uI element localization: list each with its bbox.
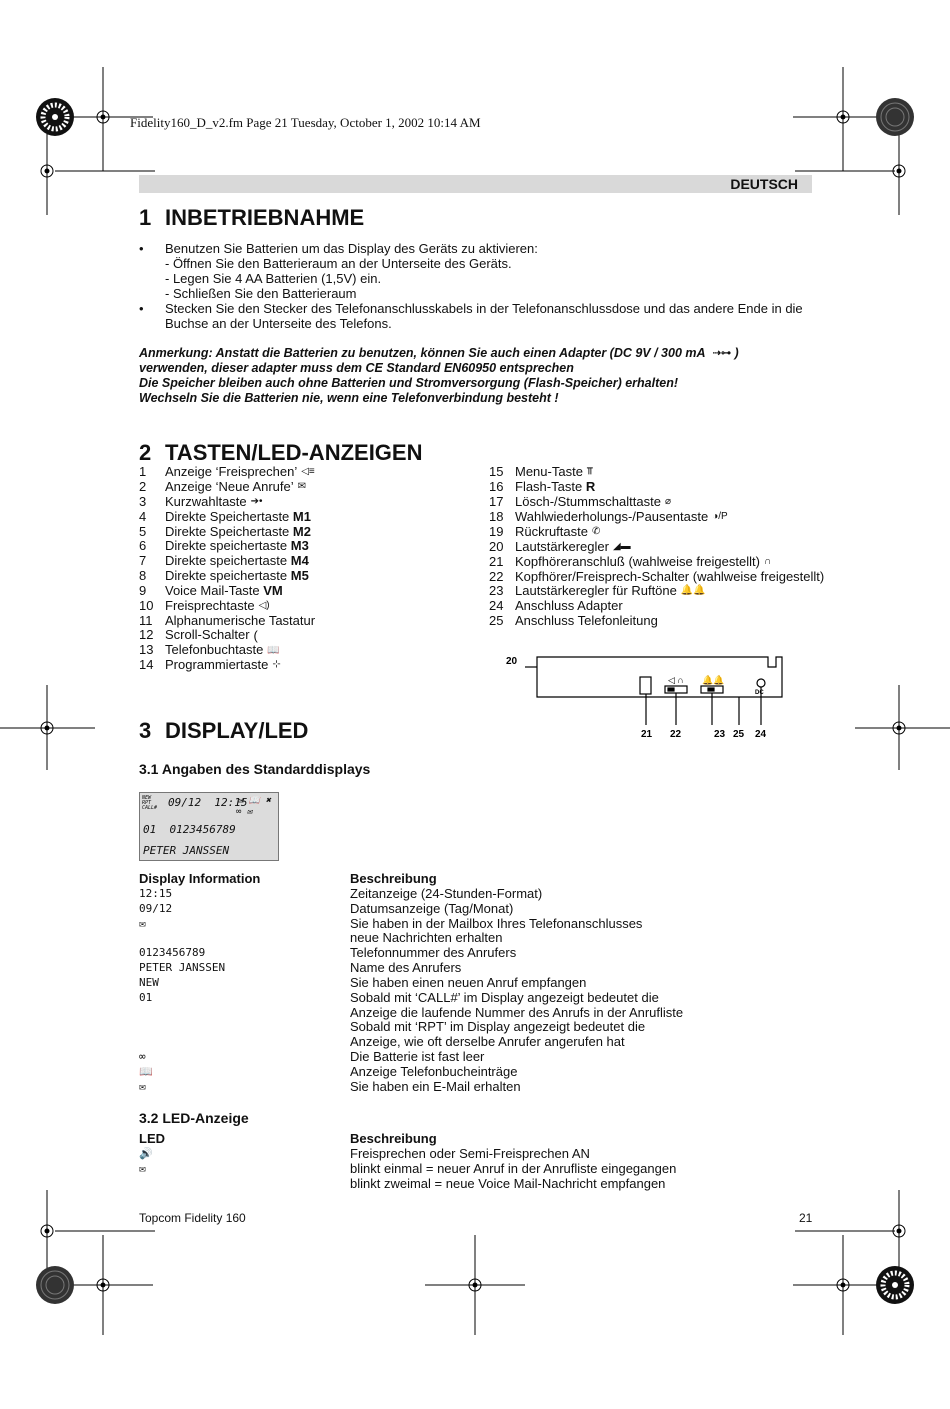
speaker-icon: ◁≡: [301, 466, 315, 478]
footer-left: Topcom Fidelity 160: [139, 1211, 246, 1225]
table-row: PETER JANSSEN Name des Anrufers: [139, 960, 462, 976]
list-item: 25 Anschluss Telefonleitung: [489, 613, 658, 629]
subsection-3-1-heading: 3.1 Angaben des Standarddisplays: [139, 761, 371, 777]
list-item: 15 Menu-Taste ⫪: [489, 464, 593, 479]
table-row: NEW Sie haben einen neuen Anruf empfangen: [139, 974, 587, 990]
table-row: 🔊 Freisprechen oder Semi-Freisprechen AN: [139, 1145, 590, 1161]
menu-icon: ⫪: [586, 466, 593, 478]
list-item: 2 Anzeige ‘Neue Anrufe’ ✉: [139, 478, 307, 494]
redial-pause-icon: ◑/P: [712, 510, 728, 522]
section-1-heading: 1 INBETRIEBNAHME: [139, 205, 365, 230]
subsection-3-2-heading: 3.2 LED-Anzeige: [139, 1110, 249, 1126]
led-table: LED Beschreibung 🔊 Freisprechen oder Semi-Freisprechen AN ✉ blinkt einmal = neuer Anruf in der Anrufliste eingegangen blinkt zweimal = neue Voice Mail-Nachricht empfangen: [139, 1132, 790, 1191]
list-item: 20 Lautstärkeregler ◢▬: [489, 538, 631, 554]
diagram-label-24: 24: [755, 729, 767, 740]
phone-side-diagram: [500, 650, 790, 745]
list-item: 11 Alphanumerische Tastatur: [139, 612, 316, 628]
list-item: 8 Direkte speichertaste M5: [139, 568, 309, 584]
list-item: 13 Telefonbuchtaste 📖: [139, 642, 280, 658]
list-item: 23 Lautstärkeregler für Ruftöne 🔔🔔: [489, 583, 706, 599]
list-item: 16 Flash-Taste R: [489, 478, 596, 494]
volume-icon: ◢▬: [612, 540, 631, 552]
table-row: 09/12 Datumsanzeige (Tag/Monat): [139, 900, 514, 916]
list-item: 17 Lösch-/Stummschalttaste ⌀: [489, 493, 671, 509]
diagram-label-23: 23: [714, 729, 726, 740]
section-2-heading: 2 TASTEN/LED-ANZEIGEN: [139, 440, 423, 465]
diagram-label-25: 25: [733, 729, 745, 740]
bullet-batteries: • Benutzen Sie Batterien um das Display des Geräts zu aktivieren: - Öffnen Sie den Batterieraum an der Unterseite des Geräts. - Legen Sie 4 AA Batterien (1,5V) ein. - Schließen Sie den Batterieraum: [139, 241, 538, 301]
handsfree-icon: ◁): [258, 599, 270, 611]
ringer-icon: 🔔🔔: [680, 585, 706, 597]
list-item: 7 Direkte speichertaste M4: [139, 553, 309, 569]
callback-icon: ✆: [591, 525, 601, 537]
phonebook-icon: 📖: [267, 644, 280, 656]
key-list-left: [139, 465, 315, 673]
table-row: ✉ Sie haben in der Mailbox Ihres Telefonanschlusses neue Nachrichten erhalten: [139, 915, 643, 946]
display-info-table: Display Information Beschreibung 12:15 Zeitanzeige (24-Stunden-Format) 09/12 Datumsanzeige (Tag/Monat) ✉ Sie haben in der Mailbox Ihres Telefonanschlusses neue Nachrichten erhalten 0123456789 Telefonnummer des Anrufers PETER JANSSEN Name des Anrufers NEW Sie haben einen neuen Anruf empfangen 01 Sobald mit ‘CALL#’ im Display angezeigt bedeutet die Anzeige die laufende Nummer des Anrufs in der Anrufliste Sobald mit ‘RPT’ im Display angezeigt bedeutet die Anzeige, wie oft derselbe Anrufer angerufen hat ∞ Die Batterie ist fast leer 📖 Anzeige Telefonbucheinträge ✉ Sie haben ein E-Mail erhalten: [139, 872, 790, 1095]
speed-dial-icon: ➔•: [250, 496, 263, 508]
file-header: Fidelity160_D_v2.fm Page 21 Tuesday, October 1, 2002 10:14 AM: [130, 115, 481, 130]
table-row: 0123456789 Telefonnummer des Anrufers: [139, 945, 517, 961]
list-item: 21 Kopfhöreranschluß (wahlweise freigestellt) ∩: [489, 553, 772, 569]
list-item: 9 Voice Mail-Taste VM: [139, 582, 283, 598]
list-item: 24 Anschluss Adapter: [489, 598, 623, 614]
program-icon: ⊹: [272, 659, 281, 671]
svg-text:🔔🔔: 🔔🔔: [702, 675, 725, 685]
table-row: ✉ Sie haben ein E-Mail erhalten: [139, 1078, 521, 1094]
list-item: 3 Kurzwahltaste ➔•: [139, 493, 263, 509]
table-row: ∞ Die Batterie ist fast leer: [139, 1049, 485, 1065]
list-item: 10 Freisprechtaste ◁): [139, 597, 270, 613]
note-block: Anmerkung: Anstatt die Batterien zu benutzen, können Sie auch einen Adapter (DC 9V / 300 mA ⇢⊶ ) verwenden, dieser adapter muss dem CE Standard EN60950 entsprechen Die Speicher bleiben auch ohne Batterien und Stromversorgung (Flash-Speicher) erhalten! Wechseln Sie die Batterien nie, wenn eine Telefonverbindung besteht !: [139, 346, 739, 406]
lcd-display: NEW RPT CALL# 09/12 12:15 ✉ 📖 ✖ ∞ ✉ 01 0123456789 PETER JANSSEN: [139, 792, 279, 861]
diagram-label-20: 20: [506, 656, 518, 667]
adapter-icon: ⇢⊶: [712, 348, 731, 360]
list-item: 6 Direkte speichertaste M3: [139, 538, 309, 554]
key-list-right: [489, 465, 824, 629]
table-row: 01 Sobald mit ‘CALL#’ im Display angezeigt bedeutet die Anzeige die laufende Nummer des Anrufs in der Anrufliste Sobald mit ‘RPT’ im Display angezeigt bedeutet die Anzeige, wie oft derselbe Anrufer angerufen hat: [139, 989, 684, 1050]
bullet-cable: • Stecken Sie den Stecker des Telefonanschlusskabels in der Telefonanschlussdose und das andere Ende in die Buchse an der Unterseite des Telefons.: [139, 301, 803, 331]
dc-label: DC: [755, 690, 764, 696]
list-item: 1 Anzeige ‘Freisprechen’ ◁≡: [139, 464, 315, 479]
list-item: 14 Programmiertaste ⊹: [139, 657, 281, 673]
headphone-icon: ∩: [763, 555, 772, 567]
language-label: DEUTSCH: [730, 176, 798, 192]
table-row: 12:15 Zeitanzeige (24-Stunden-Format): [139, 885, 543, 901]
diagram-label-21: 21: [641, 729, 653, 740]
envelope-icon: ✉: [297, 481, 307, 493]
diagram-label-22: 22: [670, 729, 682, 740]
list-item: 5 Direkte Speichertaste M2: [139, 523, 311, 539]
table-row: ✉ blinkt einmal = neuer Anruf in der Anrufliste eingegangen blinkt zweimal = neue Voice Mail-Nachricht empfangen: [139, 1160, 677, 1191]
table-row: 📖 Anzeige Telefonbucheinträge: [139, 1063, 518, 1079]
list-item: 4 Direkte Speichertaste M1: [139, 508, 311, 524]
list-item: 18 Wahlwiederholungs-/Pausentaste ◑/P: [489, 508, 728, 524]
list-item: 19 Rückruftaste ✆: [489, 523, 601, 539]
scroll-icon: (: [253, 627, 258, 643]
svg-text:◁ ∩: ◁ ∩: [668, 675, 684, 685]
list-item: 22 Kopfhörer/Freisprech-Schalter (wahlweise freigestellt): [489, 568, 825, 584]
language-bar: [139, 175, 812, 193]
lcd-icons: ✉ 📖 ✖: [238, 796, 271, 806]
page-number: 21: [799, 1211, 813, 1225]
mute-icon: ⌀: [664, 495, 671, 507]
list-item: 12 Scroll-Schalter (: [139, 627, 258, 643]
section-3-heading: 3 DISPLAY/LED: [139, 718, 309, 743]
